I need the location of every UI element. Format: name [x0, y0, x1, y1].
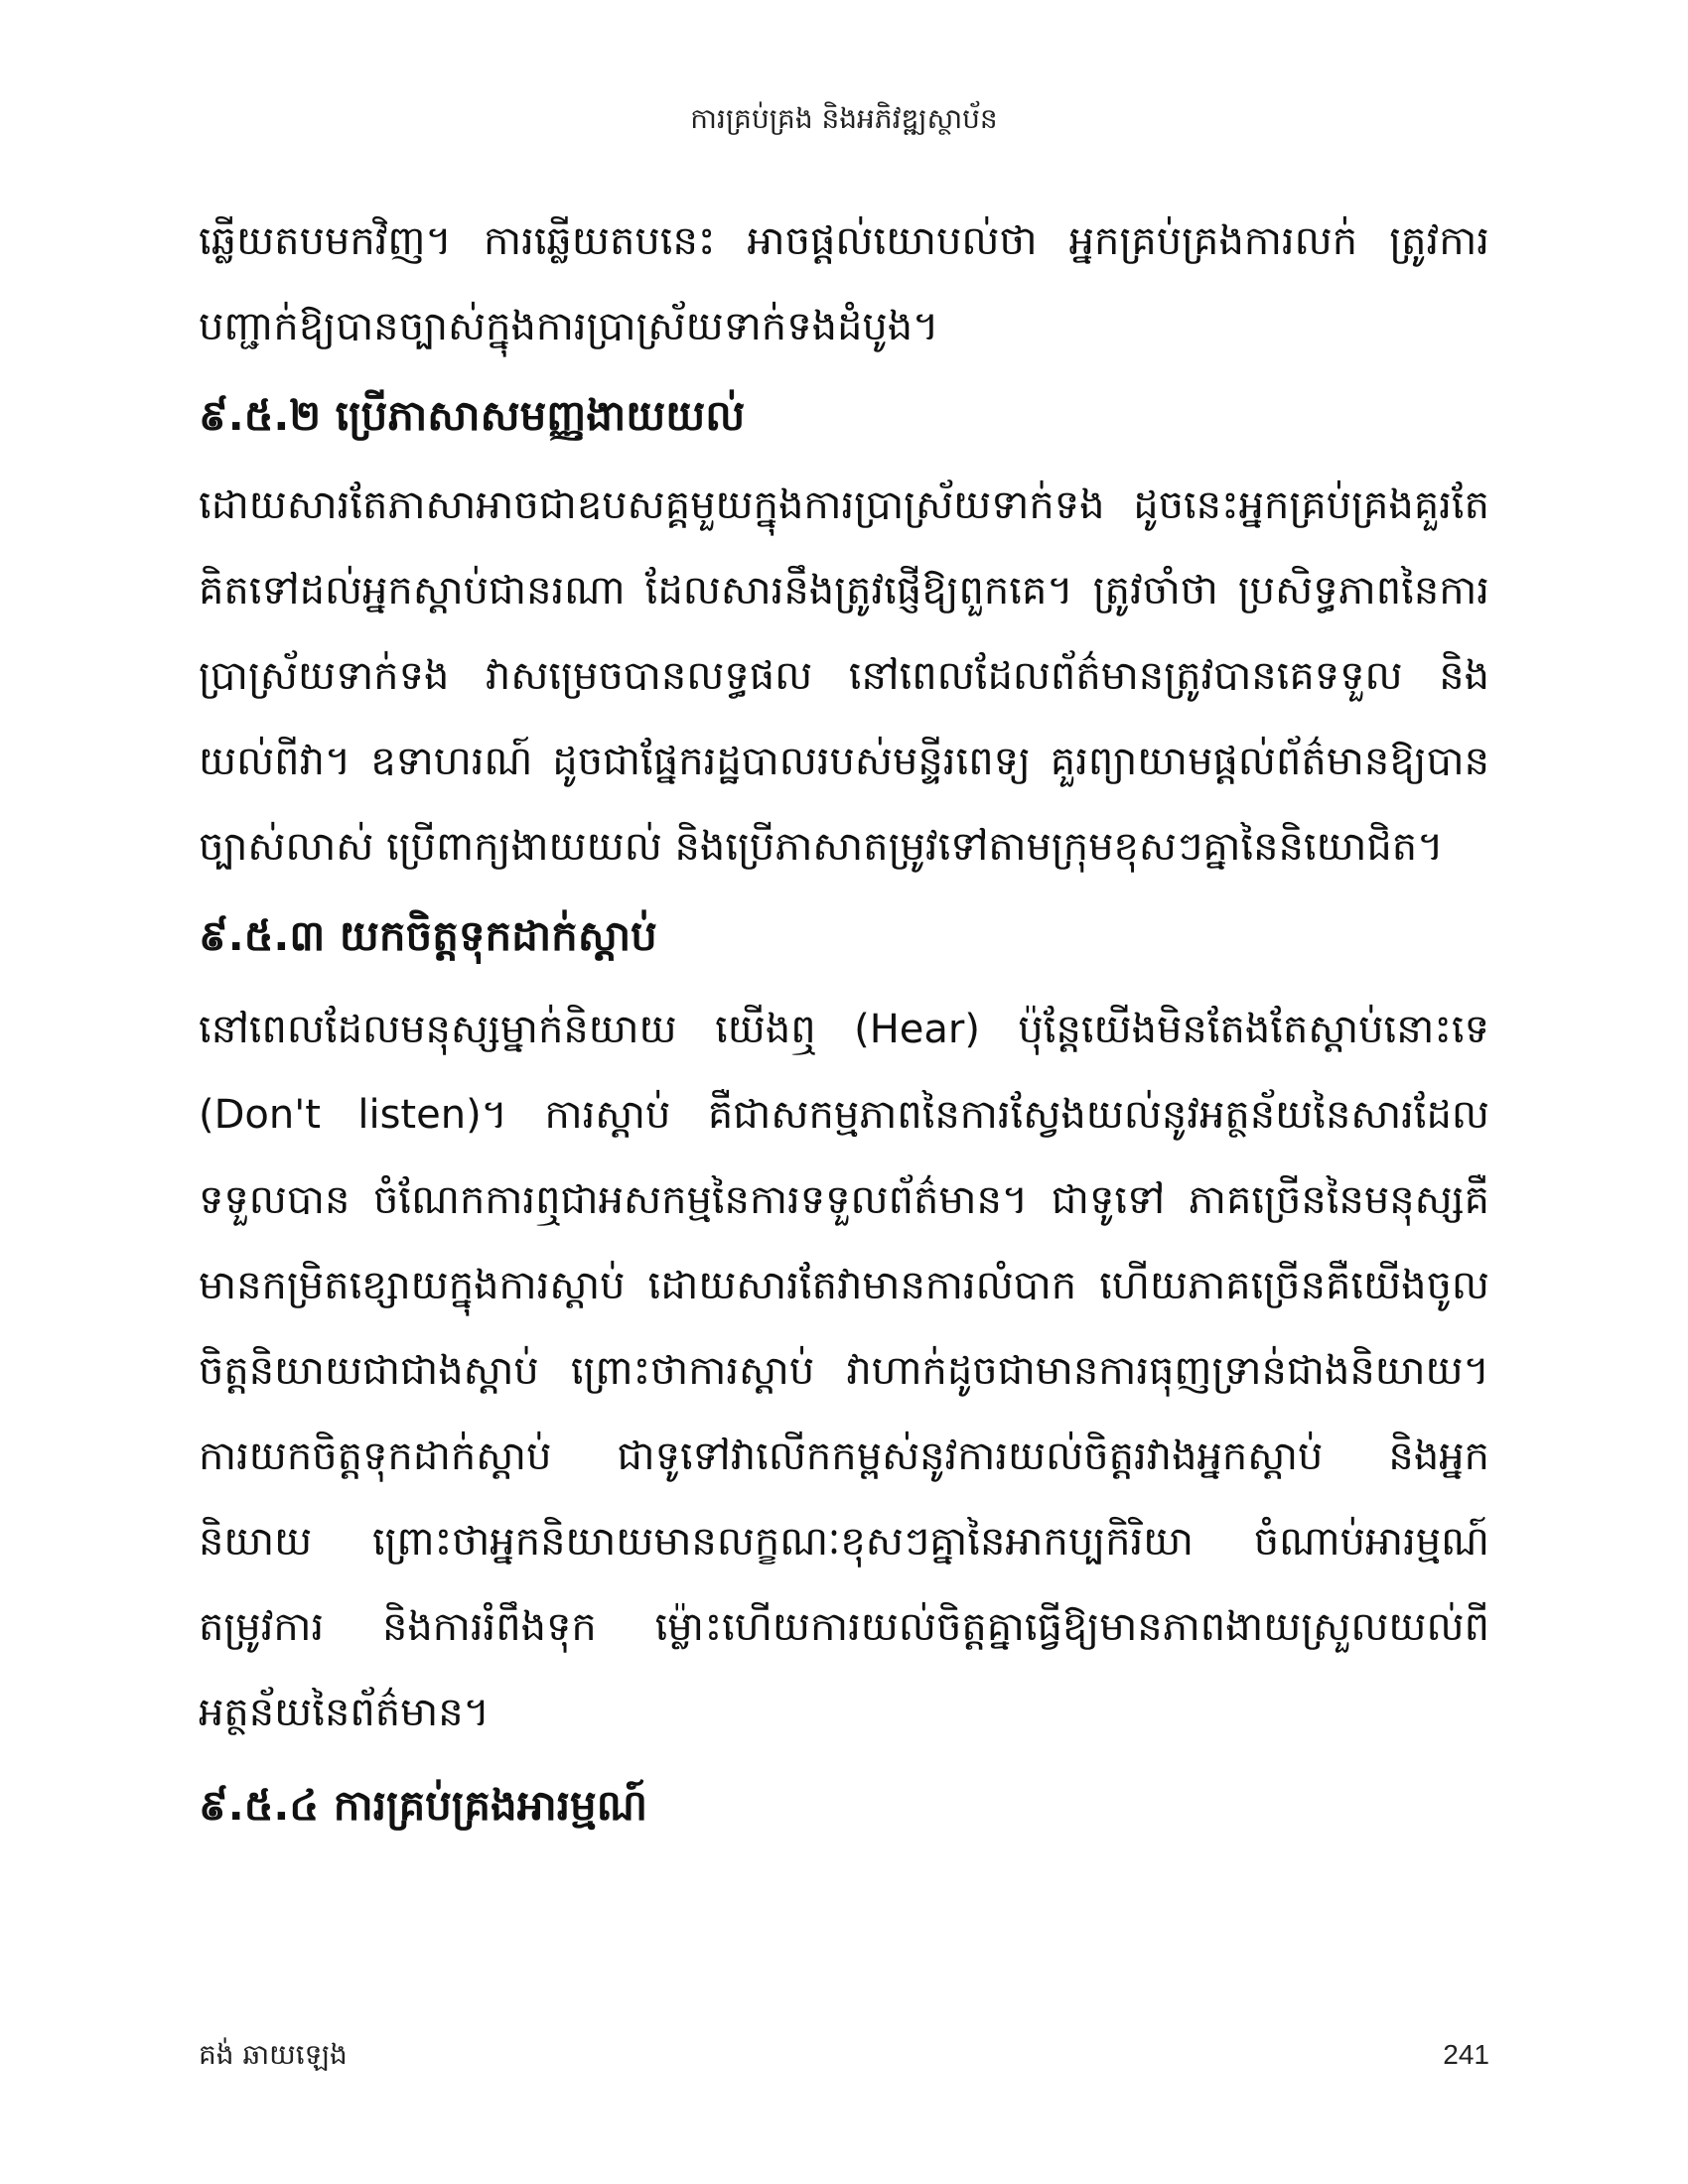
paragraph-active-listening: នៅពេលដែលមនុស្សម្នាក់និយាយ យើងឮ (Hear) ប៉ុន្តែយើងមិនតែងតែស្តាប់នោះទេ (Don't listen)។ ការស្តាប់ គឺជាសកម្មភាពនៃការស្វែងយល់នូវអត្ថន័យនៃសារដែលទទួលបាន ចំណែកការឮជាអសកម្មនៃការទទួលព័ត៌មាន។ ជាទូទៅ ភាគច្រើននៃមនុស្សគឺមានកម្រិតខ្សោយក្នុងការស្តាប់ ដោយសារតែវាមានការលំបាក ហើយភាគច្រើនគឺយើងចូលចិត្តនិយាយជាជាងស្តាប់ ព្រោះថាការស្តាប់ វាហាក់ដូចជាមានការធុញទ្រាន់ជាងនិយាយ។ ការយកចិត្តទុកដាក់ស្តាប់ ជាទូទៅវាលើកកម្ពស់នូវការយល់ចិត្តរវាងអ្នកស្តាប់ និងអ្នកនិយាយ ព្រោះថាអ្នកនិយាយមានលក្ខណៈខុសៗគ្នានៃអាកប្បកិរិយា ចំណាប់អារម្មណ៍ តម្រូវការ និងការរំពឹងទុក ម្ល៉ោះហើយការយល់ចិត្តគ្នាធ្វើឱ្យមានភាពងាយស្រួលយល់ពីអត្ថន័យនៃព័ត៌មាន។	[199, 1007, 1489, 1735]
section-heading-9-5-3: ៩.៥.៣ យកចិត្តទុកដាក់ស្តាប់	[199, 911, 657, 960]
footer-author: គង់ ឆាយឡេង	[199, 2038, 348, 2071]
paragraph-intro-continuation: ឆ្លើយតបមកវិញ។ ការឆ្លើយតបនេះ អាចផ្តល់យោបល់ថា អ្នកគ្រប់គ្រងការលក់ ត្រូវការបញ្ជាក់ឱ្យបានច្បាស់ក្នុងការប្រាស្រ័យទាក់ទងដំបូង។	[199, 218, 1489, 349]
section-heading-9-5-4: ៩.៥.៤ ការគ្រប់គ្រងអារម្មណ៍	[199, 1781, 647, 1830]
page-content	[199, 199, 1489, 1848]
section-heading-9-5-2: ៩.៥.២ ប្រើភាសាសមញ្ញងាយយល់	[199, 391, 746, 440]
footer-page-number: 241	[1443, 2039, 1489, 2070]
paragraph-plain-language: ដោយសារតែភាសាអាចជាឧបសគ្គមួយក្នុងការប្រាស្រ័យទាក់ទង ដូចនេះអ្នកគ្រប់គ្រងគួរតែគិតទៅដល់អ្នកស្តាប់ជានរណា ដែលសារនឹងត្រូវផ្ញើឱ្យពួកគេ។ ត្រូវចាំថា ប្រសិទ្ធភាពនៃការប្រាស្រ័យទាក់ទង វាសម្រេចបានលទ្ធផល នៅពេលដែលព័ត៌មានត្រូវបានគេទទួល និងយល់ពីវា។ ឧទាហរណ៍ ដូចជាផ្នែករដ្ឋបាលរបស់មន្ទីរពេទ្យ គួរព្យាយាមផ្តល់ព័ត៌មានឱ្យបានច្បាស់លាស់ ប្រើពាក្យងាយយល់ និងប្រើភាសាតម្រូវទៅតាមក្រុមខុសៗគ្នានៃនិយោជិត។	[199, 482, 1489, 870]
running-header	[0, 99, 1688, 139]
page-footer	[199, 2035, 1489, 2075]
running-header-title: ការគ្រប់គ្រង និងអភិវឌ្ឍស្ថាប័ន	[690, 102, 998, 135]
